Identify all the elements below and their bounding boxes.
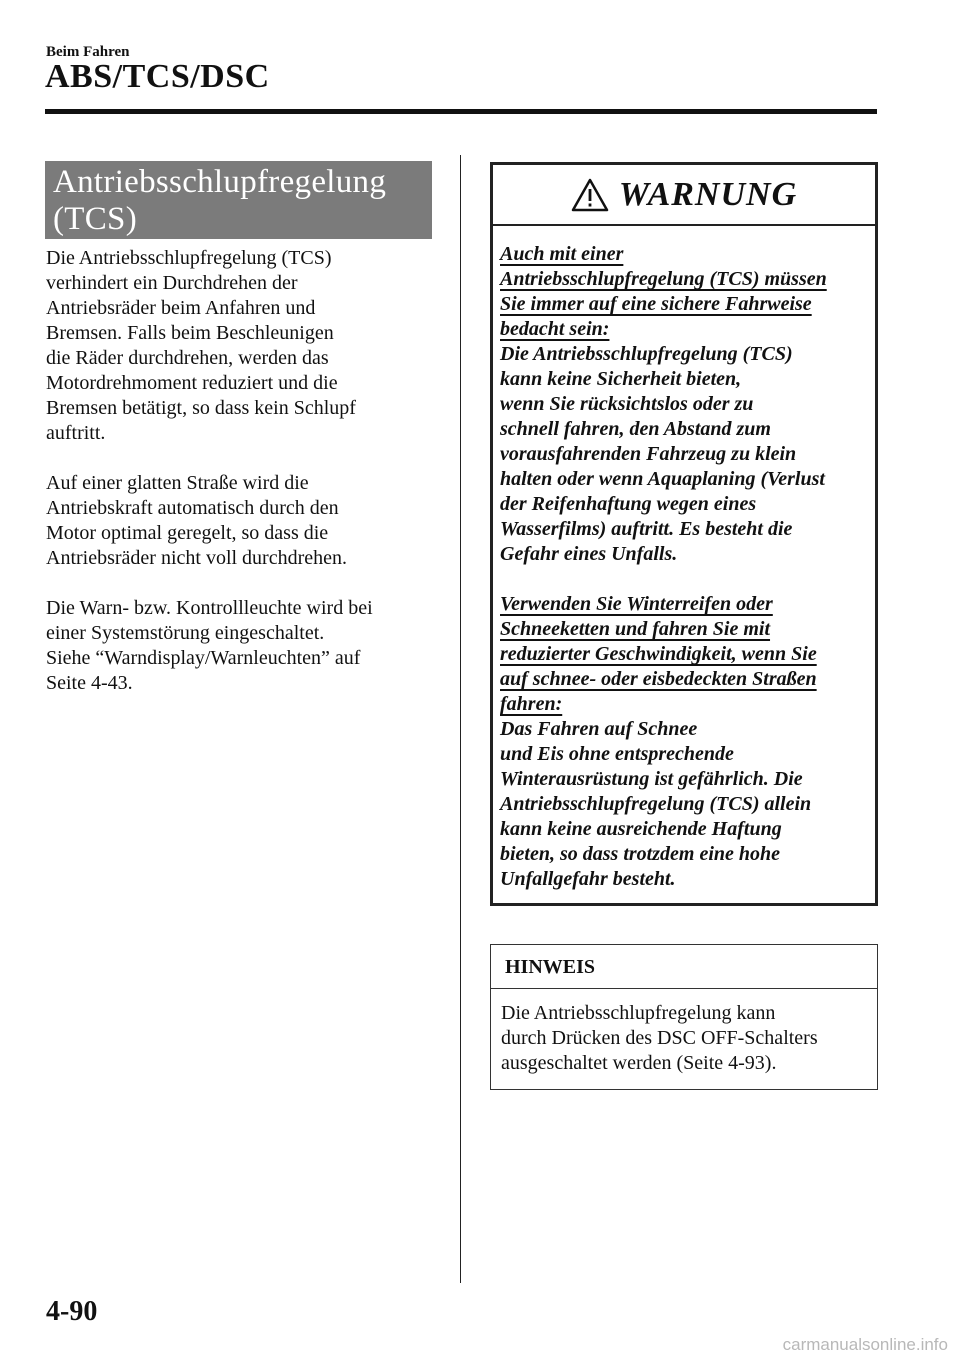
text-line: vorausfahrenden Fahrzeug zu klein [500,443,797,465]
page-number: 4-90 [46,1296,98,1327]
cross-reference-link[interactable]: ausgeschaltet werden (Seite 4-93). [501,1052,777,1074]
text-line: Auf einer glatten Straße wird die [46,472,309,494]
text-line: halten oder wenn Aquaplaning (Verlust [500,468,825,490]
text-line: Antriebsräder beim Anfahren und [46,297,316,319]
text-line: Bremsen. Falls beim Beschleunigen [46,322,334,344]
cross-reference-link[interactable]: Siehe “Warndisplay/Warnleuchten” auf [46,647,361,669]
warning-box [490,162,878,906]
warning-text [500,717,869,892]
section-title-line: Antriebsschlupfregelung [53,164,387,200]
paragraph [46,246,446,446]
text-line: Antriebsschlupfregelung (TCS) allein [500,793,812,815]
text-line: Die Warn- bzw. Kontrollleuchte wird bei [46,597,373,619]
text-line: einer Systemstörung eingeschaltet. [46,622,325,644]
text-line: kann keine Sicherheit bieten, [500,368,742,390]
warning-header [493,165,875,226]
text-line: Sie immer auf eine sichere Fahrweise [500,293,812,315]
text-line: Antriebskraft automatisch durch den [46,497,339,519]
text-line: Schneeketten und fahren Sie mit [500,618,771,640]
text-line: durch Drücken des DSC OFF-Schalters [501,1027,818,1049]
section-title-line: (TCS) [53,201,137,237]
column-divider [460,155,461,1283]
warning-triangle-icon [571,178,609,212]
header-rule [45,109,877,114]
page-heading: ABS/TCS/DSC [45,58,270,95]
text-line: Wasserfilms) auftritt. Es besteht die [500,518,793,540]
warning-text [500,342,869,567]
text-line: verhindert ein Durchdrehen der [46,272,298,294]
note-box [490,944,878,1090]
text-line: kann keine ausreichende Haftung [500,818,782,840]
text-line: Auch mit einer [500,243,624,265]
text-line: und Eis ohne entsprechende [500,743,734,765]
watermark-link[interactable]: carmanualsonline.info [782,1335,948,1354]
paragraph [46,596,446,696]
text-line: Motor optimal geregelt, so dass die [46,522,329,544]
warning-block [500,242,869,567]
text-line: Die Antriebsschlupfregelung (TCS) [46,247,332,269]
left-body-text [46,246,446,721]
warning-subheading [500,242,869,342]
text-line: Seite 4-43. [46,672,133,694]
note-title: HINWEIS [491,945,877,989]
text-line: die Räder durchdrehen, werden das [46,347,329,369]
text-line: Winterausrüstung ist gefährlich. Die [500,768,803,790]
text-line: bedacht sein: [500,318,610,340]
text-line: Die Antriebsschlupfregelung (TCS) [500,343,793,365]
text-line: reduzierter Geschwindigkeit, wenn Sie [500,643,817,665]
spacer [500,567,869,592]
warning-title: WARNUNG [618,175,798,213]
text-line: Gefahr eines Unfalls. [500,543,678,565]
text-line: wenn Sie rücksichtslos oder zu [500,393,754,415]
warning-subheading [500,592,869,717]
note-body [491,989,877,1076]
text-line: Bremsen betätigt, so dass kein Schlupf [46,397,356,419]
text-line: Antriebsräder nicht voll durchdrehen. [46,547,348,569]
text-line: Motordrehmoment reduziert und die [46,372,338,394]
text-line: bieten, so dass trotzdem eine hohe [500,843,781,865]
text-line: der Reifenhaftung wegen eines [500,493,757,515]
chapter-label: Beim Fahren [46,44,130,60]
text-line: Antriebsschlupfregelung (TCS) müssen [500,268,827,290]
section-title-bar [45,161,432,239]
paragraph [46,471,446,571]
text-line: fahren: [500,693,563,715]
text-line: auf schnee- oder eisbedeckten Straßen [500,668,817,690]
text-line: schnell fahren, den Abstand zum [500,418,771,440]
text-line: Unfallgefahr besteht. [500,868,676,890]
text-line: auftritt. [46,422,106,444]
warning-body [493,226,875,892]
text-line: Das Fahren auf Schnee [500,718,698,740]
warning-block [500,592,869,892]
text-line: Verwenden Sie Winterreifen oder [500,593,773,615]
text-line: Die Antriebsschlupfregelung kann [501,1002,776,1024]
